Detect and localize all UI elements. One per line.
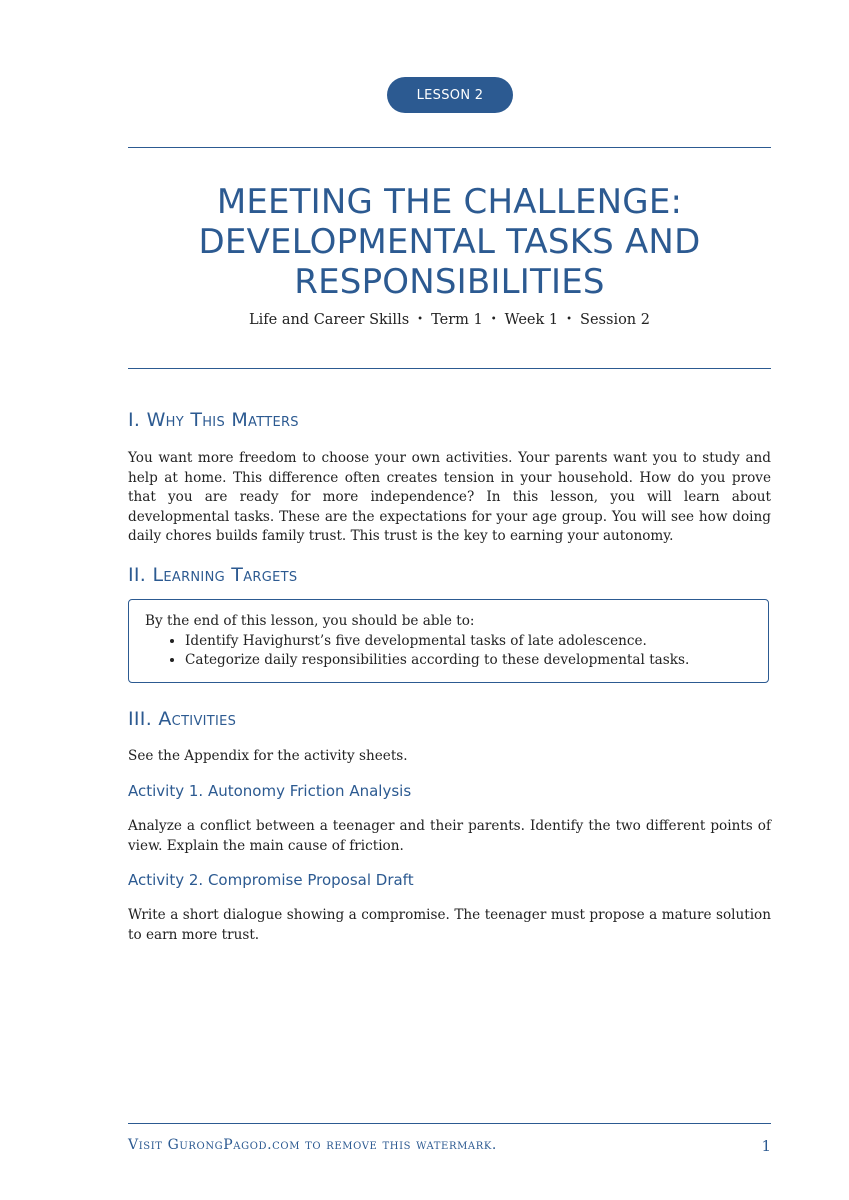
title-line-1: MEETING THE CHALLENGE: [216,182,683,222]
section-body-why: You want more freedom to choose your own activities. Your parents want you to study and help at home. This difference often creates tension in your household. How do you prove that you are ready for more independence? In this lesson, you will learn about developmental tasks. These are the expectations for your age group. You will see how doing daily chores builds family trust. This trust is the key to earning your autonomy. [128,450,771,544]
meta-separator: • [566,314,573,325]
title-line-3: RESPONSIBILITIES [294,262,605,302]
lesson-meta [128,312,771,328]
header-top-rule [128,147,771,148]
learning-targets-box [128,599,769,683]
lesson-badge: LESSON 2 [387,77,513,113]
footer-rule [128,1123,771,1124]
meta-separator: • [490,314,497,325]
activity-2-body: Write a short dialogue showing a compromise. The teenager must propose a mature solution to earn more trust. [128,907,771,943]
targets-list [145,632,752,671]
meta-session: Session 2 [580,312,650,328]
footer-watermark-link[interactable]: Visit GurongPagod.com to remove this watermark. [128,1137,497,1153]
page-title [128,182,771,302]
activity-2-title: Activity 2. Compromise Proposal Draft [128,871,414,889]
section-heading-activities: III. Activities [128,708,237,730]
meta-separator: • [417,314,424,325]
title-line-2: DEVELOPMENTAL TASKS AND [198,222,701,262]
target-item: • Identify Havighurst’s five developmental tasks of late adolescence. [185,632,752,652]
targets-intro: By the end of this lesson, you should be able to: [145,613,475,629]
header-bottom-rule [128,368,771,369]
activities-intro: See the Appendix for the activity sheets. [128,748,408,764]
section-heading-why: I. Why This Matters [128,409,299,431]
activity-1-title: Activity 1. Autonomy Friction Analysis [128,782,412,800]
section-heading-targets: II. Learning Targets [128,564,298,586]
page-number: 1 [761,1137,771,1155]
activity-1-body: Analyze a conflict between a teenager and their parents. Identify the two different points of view. Explain the main cause of friction. [128,818,771,854]
target-item: • Categorize daily responsibilities according to these developmental tasks. [185,651,752,671]
meta-subject: Life and Career Skills [249,312,410,328]
meta-week: Week 1 [504,312,559,328]
meta-term: Term 1 [431,312,483,328]
